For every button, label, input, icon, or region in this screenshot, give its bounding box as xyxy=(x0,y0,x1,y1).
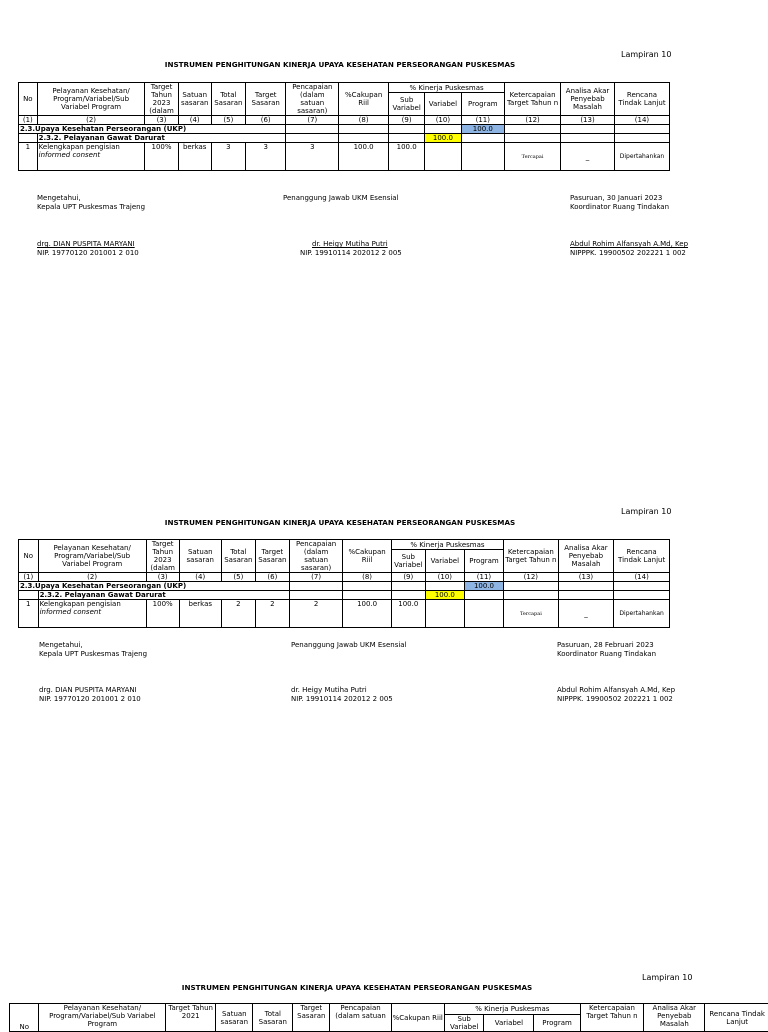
item-analisa: _ xyxy=(561,143,615,171)
colnum: (2) xyxy=(38,573,146,582)
colnum: (12) xyxy=(504,573,559,582)
program-value: 100.0 xyxy=(464,582,503,591)
item-name-italic: informed consent xyxy=(39,608,102,616)
signer-nip-1: NIP. 19770120 201001 2 010 xyxy=(39,695,141,703)
item-total: 3 xyxy=(211,143,245,171)
signer-name-2: dr. Heigy Mutiha Putri xyxy=(312,240,388,248)
header-program: Program xyxy=(464,550,503,573)
header-analisa: Analisa Akar Penyebab Masalah xyxy=(558,540,614,573)
colnum: (6) xyxy=(255,573,289,582)
signature-left xyxy=(37,194,145,258)
item-capaian: 2 xyxy=(289,600,343,628)
signature-right xyxy=(557,641,675,704)
lampiran-label: Lampiran 10 xyxy=(642,973,693,982)
variabel-value: 100.0 xyxy=(425,134,461,143)
table-row-ugd xyxy=(19,591,670,600)
table-row-ukp xyxy=(19,125,670,134)
document-title: INSTRUMEN PENGHITUNGAN KINERJA UPAYA KESEHATAN PERSEORANGAN PUSKESMAS xyxy=(181,983,533,992)
item-name: Kelengkapan pengisian xyxy=(38,143,120,151)
header-pelayanan: Pelayanan Kesehatan/ Program/Variabel/Sub Variabel Program xyxy=(37,83,145,116)
header-no: No xyxy=(19,540,39,573)
item-ketercapaian: Tercapai xyxy=(504,600,559,628)
colnum: (2) xyxy=(37,116,145,125)
item-cakupan: 100.0 xyxy=(339,143,389,171)
header-variabel: Variabel xyxy=(484,1015,534,1032)
colnum: (10) xyxy=(425,573,464,582)
colnum: (14) xyxy=(614,573,670,582)
item-sub-variabel: 100.0 xyxy=(391,600,425,628)
table-row xyxy=(19,600,670,628)
program-value: 100.0 xyxy=(461,125,505,134)
signer-name-2: dr. Heigy Mutiha Putri xyxy=(291,686,367,694)
header-no: No xyxy=(19,83,38,116)
item-capaian: 3 xyxy=(286,143,339,171)
item-satuan: berkas xyxy=(178,143,211,171)
signature-right xyxy=(570,194,688,258)
performance-table xyxy=(18,539,670,628)
header-no: No xyxy=(10,1004,39,1032)
lampiran-label: Lampiran 10 xyxy=(621,50,672,59)
header-satuan: Satuan sasaran xyxy=(216,1004,253,1032)
date-text: Pasuruan, 30 Januari 2023 xyxy=(570,194,663,202)
document-title: INSTRUMEN PENGHITUNGAN KINERJA UPAYA KESEHATAN PERSEORANGAN PUSKESMAS xyxy=(164,518,516,527)
header-total: Total Sasaran xyxy=(253,1004,293,1032)
header-variabel: Variabel xyxy=(425,550,464,573)
item-satuan: berkas xyxy=(179,600,221,628)
pj-text: Penanggung Jawab UKM Esensial xyxy=(291,641,407,649)
header-analisa: Analisa Akar Penyebab Masalah xyxy=(644,1004,705,1032)
colnum: (14) xyxy=(614,116,669,125)
item-target: 100% xyxy=(146,600,179,628)
header-target-tahun: Target Tahun 2023 (dalam xyxy=(145,83,178,116)
colnum: (12) xyxy=(505,116,561,125)
header-kinerja: % Kinerja Puskesmas xyxy=(444,1004,580,1015)
item-no: 1 xyxy=(19,143,38,171)
koordinator-text: Koordinator Ruang Tindakan xyxy=(557,650,657,658)
colnum: (11) xyxy=(464,573,503,582)
colnum: (9) xyxy=(389,116,425,125)
item-no: 1 xyxy=(19,600,39,628)
column-number-row xyxy=(19,116,670,125)
variabel-value: 100.0 xyxy=(425,591,464,600)
kepala-text: Kepala UPT Puskesmas Trajeng xyxy=(39,650,148,658)
header-satuan: Satuan sasaran xyxy=(178,83,211,116)
table-row xyxy=(19,143,670,171)
colnum: (3) xyxy=(146,573,179,582)
header-rencana: Rencana Tindak Lanjut xyxy=(614,540,670,573)
header-ketercapaian: Ketercapaian Target Tahun n xyxy=(504,540,559,573)
table-row-ugd xyxy=(19,134,670,143)
item-total: 2 xyxy=(221,600,255,628)
pj-text: Penanggung Jawab UKM Esensial xyxy=(283,194,399,202)
signer-name-1: drg. DIAN PUSPITA MARYANI xyxy=(37,240,135,248)
item-target-sasaran: 2 xyxy=(255,600,289,628)
row-ukp-label: 2.3.Upaya Kesehatan Perseorangan (UKP) xyxy=(19,125,286,134)
signer-nip-2: NIP. 19910114 202012 2 005 xyxy=(300,249,402,257)
item-analisa: _ xyxy=(558,600,614,628)
header-total: Total Sasaran xyxy=(221,540,255,573)
item-rencana: Dipertahankan xyxy=(614,143,669,171)
header-kinerja: % Kinerja Puskesmas xyxy=(389,83,505,93)
performance-table xyxy=(9,1003,768,1032)
performance-table xyxy=(18,82,670,171)
koordinator-text: Koordinator Ruang Tindakan xyxy=(570,203,670,211)
header-target-tahun: Target Tahun 2021 xyxy=(166,1004,216,1032)
colnum: (6) xyxy=(245,116,285,125)
colnum: (4) xyxy=(178,116,211,125)
signer-nip-2: NIP. 19910114 202012 2 005 xyxy=(291,695,393,703)
signature-middle xyxy=(283,194,402,258)
colnum: (8) xyxy=(343,573,391,582)
kepala-text: Kepala UPT Puskesmas Trajeng xyxy=(37,203,146,211)
item-rencana: Dipertahankan xyxy=(614,600,670,628)
header-analisa: Analisa Akar Penyebab Masalah xyxy=(561,83,615,116)
colnum: (5) xyxy=(221,573,255,582)
colnum: (1) xyxy=(19,573,39,582)
date-text: Pasuruan, 28 Februari 2023 xyxy=(557,641,654,649)
header-rencana: Rencana Tindak Lanjut xyxy=(705,1004,768,1032)
signature-middle xyxy=(291,641,407,704)
mengetahui-text: Mengetahui, xyxy=(39,641,83,649)
lampiran-label: Lampiran 10 xyxy=(621,507,672,516)
header-cakupan: %Cakupan Riil xyxy=(339,83,389,116)
signer-name-1: drg. DIAN PUSPITA MARYANI xyxy=(39,686,137,694)
colnum: (13) xyxy=(561,116,615,125)
row-ukp-label: 2.3.Upaya Kesehatan Perseorangan (UKP) xyxy=(19,582,290,591)
signer-nip-1: NIP. 19770120 201001 2 010 xyxy=(37,249,139,257)
colnum: (4) xyxy=(179,573,221,582)
header-sub-variabel: Sub Variabel xyxy=(444,1015,484,1032)
colnum: (8) xyxy=(339,116,389,125)
header-total: Total Sasaran xyxy=(211,83,245,116)
colnum: (7) xyxy=(286,116,339,125)
signature-left xyxy=(39,641,147,704)
header-pencapaian: Pencapaian (dalam satuan xyxy=(330,1004,391,1032)
header-target-sasaran: Target Sasaran xyxy=(245,83,285,116)
header-satuan: Satuan sasaran xyxy=(179,540,221,573)
header-cakupan: %Cakupan Riil xyxy=(391,1004,444,1032)
header-sub-variabel: Sub Variabel xyxy=(389,93,425,116)
item-target-sasaran: 3 xyxy=(245,143,285,171)
table-row-ukp xyxy=(19,582,670,591)
header-program: Program xyxy=(461,93,505,116)
colnum: (1) xyxy=(19,116,38,125)
row-ugd-label: 2.3.2. Pelayanan Gawat Darurat xyxy=(37,134,286,143)
header-pencapaian: Pencapaian (dalam satuan sasaran) xyxy=(286,83,339,116)
header-variabel: Variabel xyxy=(425,93,461,116)
item-name: Kelengkapan pengisian xyxy=(39,600,121,608)
document-title: INSTRUMEN PENGHITUNGAN KINERJA UPAYA KESEHATAN PERSEORANGAN PUSKESMAS xyxy=(164,60,516,69)
colnum: (7) xyxy=(289,573,343,582)
item-cakupan: 100.0 xyxy=(343,600,391,628)
mengetahui-text: Mengetahui, xyxy=(37,194,81,202)
header-pelayanan: Pelayanan Kesehatan/ Program/Variabel/Sub Variabel Program xyxy=(38,540,146,573)
header-target-tahun: Target Tahun 2023 (dalam xyxy=(146,540,179,573)
header-program: Program xyxy=(534,1015,580,1032)
signer-name-3: Abdul Rohim Alfansyah A.Md, Kep xyxy=(557,686,676,694)
header-rencana: Rencana Tindak Lanjut xyxy=(614,83,669,116)
colnum: (3) xyxy=(145,116,178,125)
header-pencapaian: Pencapaian (dalam satuan sasaran) xyxy=(289,540,343,573)
header-target-sasaran: Target Sasaran xyxy=(255,540,289,573)
colnum: (5) xyxy=(211,116,245,125)
header-kinerja: % Kinerja Puskesmas xyxy=(391,540,503,550)
signer-nip-3: NIPPPK. 19900502 202221 1 002 xyxy=(557,695,673,703)
header-ketercapaian: Ketercapaian Target Tahun n xyxy=(505,83,561,116)
item-sub-variabel: 100.0 xyxy=(389,143,425,171)
header-pelayanan: Pelayanan Kesehatan/ Program/Variabel/Sub Variabel Program xyxy=(39,1004,166,1032)
row-ugd-label: 2.3.2. Pelayanan Gawat Darurat xyxy=(38,591,289,600)
item-name-italic: informed consent xyxy=(38,151,101,159)
header-target-sasaran: Target Sasaran xyxy=(293,1004,330,1032)
colnum: (9) xyxy=(391,573,425,582)
signer-name-3: Abdul Rohim Alfansyah A.Md, Kep xyxy=(570,240,689,248)
item-target: 100% xyxy=(145,143,178,171)
column-number-row xyxy=(19,573,670,582)
item-ketercapaian: Tercapai xyxy=(505,143,561,171)
colnum: (11) xyxy=(461,116,505,125)
signer-nip-3: NIPPPK. 19900502 202221 1 002 xyxy=(570,249,686,257)
header-ketercapaian: Ketercapaian Target Tahun n xyxy=(580,1004,643,1032)
colnum: (13) xyxy=(558,573,614,582)
header-sub-variabel: Sub Variabel xyxy=(391,550,425,573)
header-cakupan: %Cakupan Riil xyxy=(343,540,391,573)
colnum: (10) xyxy=(425,116,461,125)
